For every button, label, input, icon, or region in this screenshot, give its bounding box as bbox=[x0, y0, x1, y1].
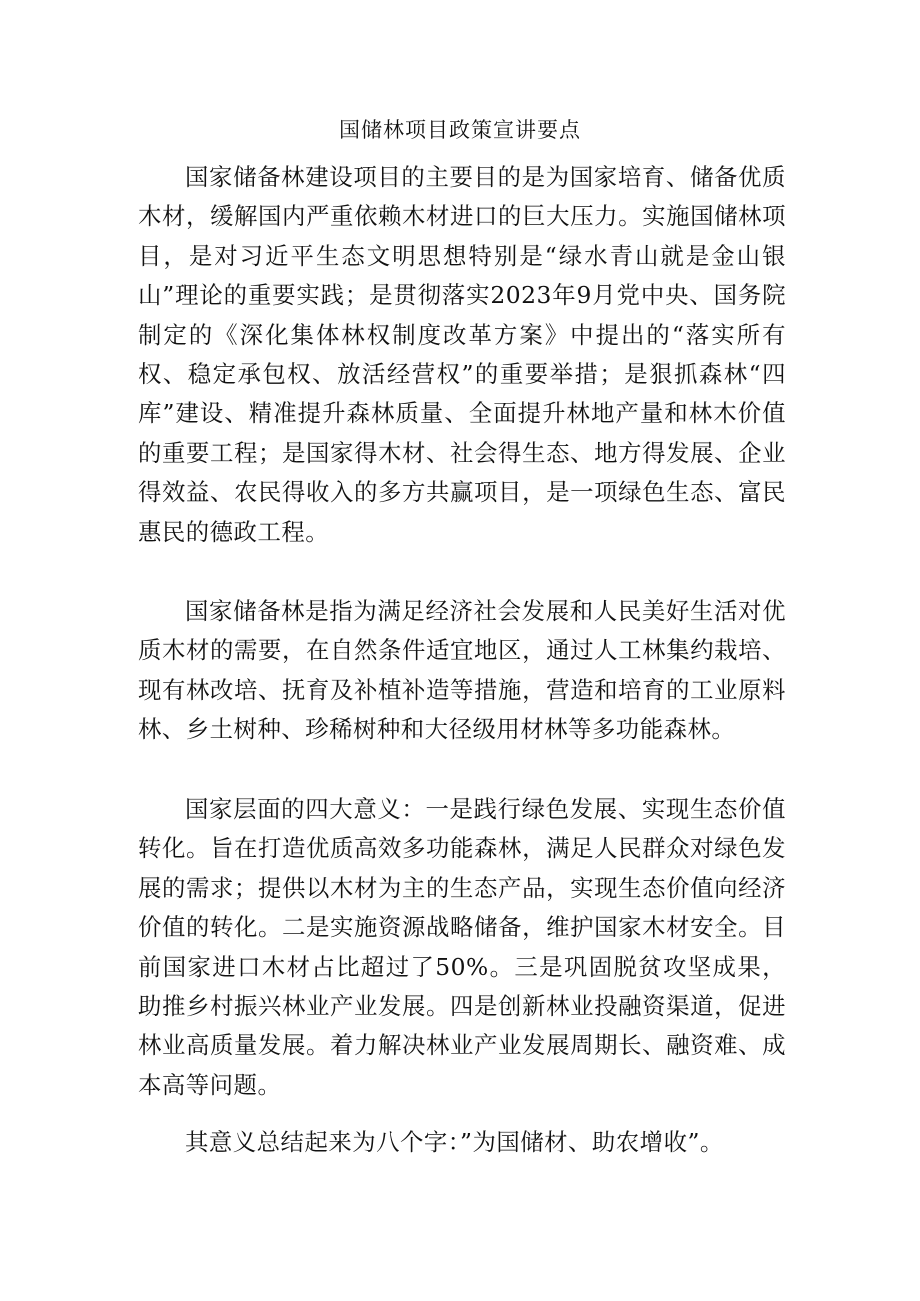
paragraph-definition: 国家储备林是指为满足经济社会发展和人民美好生活对优质木材的需要，在自然条件适宜地区，通过人工林集约栽培、现有林改培、抚育及补植补造等措施，营造和培育的工业原料林、乡土树种、珍稀树种和大径级用材林等多功能森林。 bbox=[138, 597, 786, 744]
paragraph-purpose: 国家储备林建设项目的主要目的是为国家培育、储备优质木材，缓解国内严重依赖木材进口的巨大压力。实施国储林项目，是对习近平生态文明思想特别是“绿水青山就是金山银山”理论的重要实践；是贯彻落实2023年9月党中央、国务院制定的《深化集体林权制度改革方案》中提出的“落实所有权、稳定承包权、放活经营权”的重要举措；是狠抓森林“四库”建设、精准提升森林质量、全面提升林地产量和林木价值的重要工程；是国家得木材、社会得生态、地方得发展、企业得效益、农民得收入的多方共赢项目，是一项绿色生态、富民惠民的德政工程。 bbox=[138, 163, 786, 546]
paragraph-summary: 其意义总结起来为八个字：”为国储材、助农增收”。 bbox=[185, 1128, 724, 1156]
paragraph-four-significances: 国家层面的四大意义：一是践行绿色发展、实现生态价值转化。旨在打造优质高效多功能森林，满足人民群众对绿色发展的需求；提供以木材为主的生态产品，实现生态价值向经济价值的转化。二是实施资源战略储备，维护国家木材安全。目前国家进口木材占比超过了50%。三是巩固脱贫攻坚成果，助推乡村振兴林业产业发展。四是创新林业投融资渠道，促进林业高质量发展。着力解决林业产业发展周期长、融资难、成本高等问题。 bbox=[138, 795, 786, 1099]
document-title: 国储林项目政策宣讲要点 bbox=[339, 118, 581, 142]
